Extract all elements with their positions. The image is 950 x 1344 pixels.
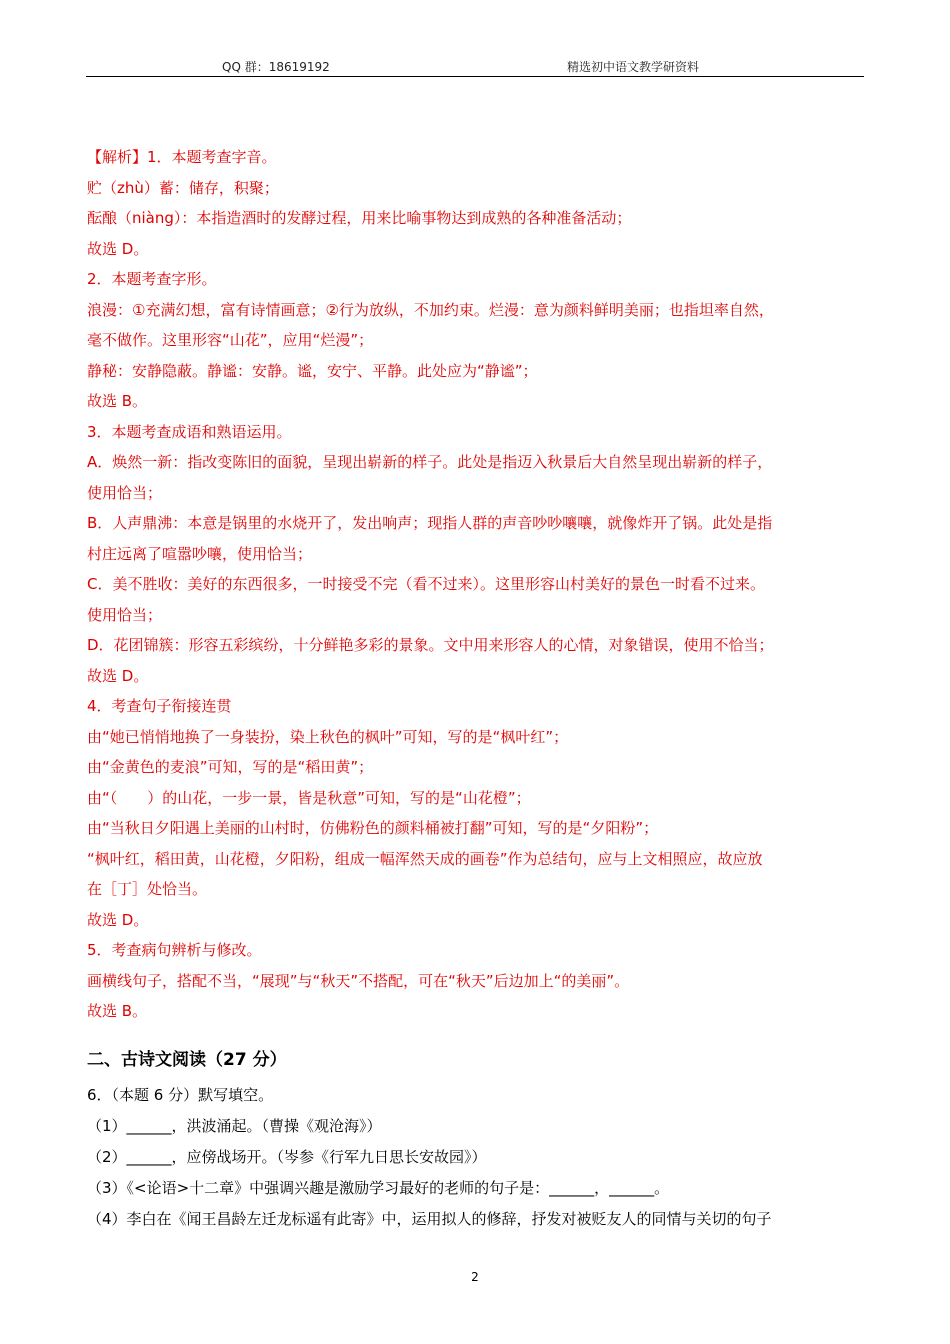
- analysis-line: 使用恰当；: [87, 605, 163, 624]
- analysis-line: C．美不胜收：美好的东西很多，一时接受不完（看不过来）。这里形容山村美好的景色一时看不过来。: [87, 575, 765, 593]
- question-line: （1）______，洪波涌起。（曹操《观沧海》）: [87, 1117, 382, 1135]
- question-line: （4）李白在《闻王昌龄左迁龙标遥有此寄》中，运用拟人的修辞，抒发对被贬友人的同情与关切的句子: [87, 1210, 772, 1228]
- analysis-line: 【解析】1．本题考查字音。: [87, 148, 277, 166]
- analysis-line: 故选 D。: [87, 666, 149, 685]
- page-number: 2: [471, 1270, 479, 1284]
- analysis-line: 在［丁］处恰当。: [87, 880, 208, 898]
- analysis-section: [87, 142, 862, 1027]
- page-header: [86, 56, 864, 77]
- analysis-line: 由“金黄色的麦浪”可知，写的是“稻田黄”；: [87, 758, 374, 776]
- analysis-line: 贮（zhù）蓄：储存，积聚；: [87, 178, 279, 197]
- question-line: （2）______，应傍战场开。（岑参《行军九日思长安故园》）: [87, 1148, 487, 1166]
- analysis-line: A．焕然一新：指改变陈旧的面貌，呈现出崭新的样子。此处是指迈入秋景后大自然呈现出崭新的样子，: [87, 453, 773, 471]
- analysis-line: 由“（ ）的山花，一步一景，皆是秋意”可知，写的是“山花橙”；: [87, 788, 531, 807]
- analysis-line: 酝酿（niàng）：本指造酒时的发酵过程，用来比喻事物达到成熟的各种准备活动；: [87, 209, 632, 227]
- analysis-line: 故选 B。: [87, 392, 148, 410]
- analysis-line: 故选 D。: [87, 910, 149, 929]
- analysis-line: 毫不做作。这里形容“山花”，应用“烂漫”；: [87, 331, 374, 349]
- analysis-line: 使用恰当；: [87, 483, 163, 502]
- analysis-line: 画横线句子，搭配不当，“展现”与“秋天”不搭配，可在“秋天”后边加上“的美丽”。: [87, 971, 630, 990]
- analysis-line: 故选 D。: [87, 239, 149, 258]
- section-heading: 二、古诗文阅读（27 分）: [87, 1050, 287, 1070]
- header-title: 精选初中语文教学研资料: [567, 60, 700, 74]
- question-line: （3）《<论语>十二章》中强调兴趣是激励学习最好的老师的句子是：______，______。: [87, 1179, 670, 1197]
- analysis-line: 浪漫：①充满幻想，富有诗情画意；②行为放纵，不加约束。烂漫：意为颜料鲜明美丽；也指坦率自然，: [87, 300, 774, 319]
- analysis-line: 4．考查句子衔接连贯: [87, 697, 232, 715]
- question-line: 6．（本题 6 分）默写填空。: [87, 1086, 274, 1104]
- analysis-line: 由“她已悄悄地换了一身装扮，染上秋色的枫叶”可知，写的是“枫叶红”；: [87, 727, 569, 746]
- analysis-line: 由“当秋日夕阳遇上美丽的山村时，仿佛粉色的颜料桶被打翻”可知，写的是“夕阳粉”；: [87, 819, 659, 837]
- analysis-line: 故选 B。: [87, 1002, 148, 1020]
- analysis-line: 5．考查病句辨析与修改。: [87, 941, 262, 959]
- analysis-line: 3．本题考查成语和熟语运用。: [87, 422, 292, 441]
- analysis-line: 静秘：安静隐蔽。静谧：安静。谧，安宁、平静。此处应为“静谧”；: [87, 361, 538, 380]
- analysis-line: D．花团锦簇：形容五彩缤纷，十分鲜艳多彩的景象。文中用来形容人的心情，对象错误，使用不恰当；: [87, 636, 774, 654]
- analysis-line: 村庄远离了喧嚣吵嚷，使用恰当；: [87, 544, 313, 563]
- analysis-line: 2．本题考查字形。: [87, 270, 217, 288]
- header-qq-group: QQ 群：18619192: [222, 60, 330, 74]
- analysis-line: “枫叶红，稻田黄，山花橙，夕阳粉，组成一幅浑然天成的画卷”作为总结句，应与上文相照应，故应放: [87, 849, 763, 868]
- question-section: [87, 1080, 862, 1235]
- analysis-line: B．人声鼎沸：本意是锅里的水烧开了，发出响声；现指人群的声音吵吵嚷嚷，就像炸开了锅。此处是指: [87, 514, 773, 532]
